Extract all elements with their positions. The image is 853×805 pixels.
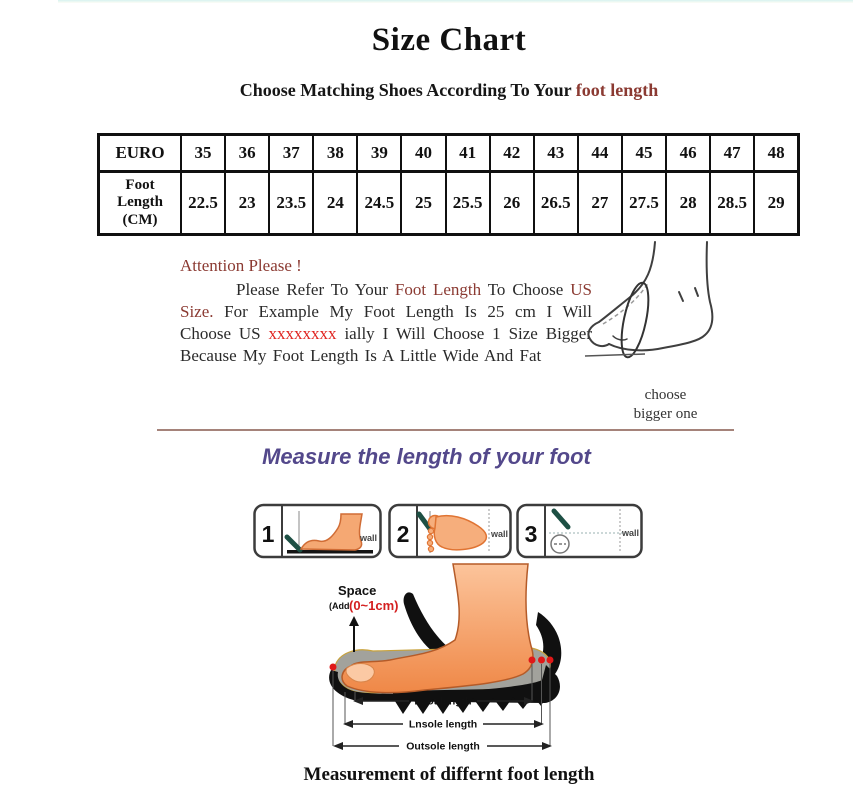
foot-length-cell: 26 — [490, 172, 534, 235]
space-prefix: (Add — [329, 601, 350, 611]
space-arrow — [349, 616, 359, 652]
euro-size-cell: 48 — [754, 135, 798, 172]
measuring-steps-diagram — [253, 503, 643, 561]
euro-row — [99, 135, 799, 172]
size-table-wrapper — [97, 133, 800, 236]
attention-part: Please Refer To Your — [236, 280, 395, 299]
space-range: (0~1cm) — [349, 598, 399, 613]
choose-bigger-note — [598, 386, 733, 424]
page-title: Size Chart — [371, 22, 527, 58]
euro-size-cell: 40 — [401, 135, 445, 172]
wall-label: wall — [621, 528, 639, 538]
step-number: 1 — [261, 521, 275, 547]
euro-size-cell: 43 — [534, 135, 578, 172]
ankle-marks — [679, 288, 698, 301]
diagram-caption: Measurement of differnt foot length — [303, 764, 595, 785]
wall-label: wall — [359, 533, 377, 543]
space-label: Space — [338, 583, 377, 598]
outsole-length-label: Outsole length — [406, 740, 480, 753]
foot-sketch-illustration — [583, 240, 755, 376]
step-number: 2 — [396, 521, 410, 547]
foot-length-cell: 25.5 — [446, 172, 490, 235]
attention-part-accent: Foot Length — [394, 280, 482, 299]
foot-length-cell: 28 — [666, 172, 710, 235]
euro-size-cell: 42 — [490, 135, 534, 172]
attention-part: To Choose — [481, 280, 571, 299]
foot-length-cell: 27 — [578, 172, 622, 235]
attention-part-censored: xxxxxxxx — [268, 324, 337, 343]
foot-length-cell: 25 — [401, 172, 445, 235]
step-panel-3 — [518, 505, 642, 557]
foot-length-row-header: Foot Length (CM) — [99, 172, 182, 235]
euro-size-cell: 37 — [269, 135, 313, 172]
attention-part: For Example My Foot Length Is 25 cm I Will Choose US — [180, 302, 592, 343]
euro-size-cell: 47 — [710, 135, 754, 172]
foot-length-cell: 29 — [754, 172, 798, 235]
foot-length-cell: 24 — [313, 172, 357, 235]
page-subtitle — [44, 80, 853, 101]
pointer-line — [585, 354, 645, 356]
wall-label: wall — [490, 529, 508, 539]
subtitle-accent: foot length — [575, 80, 659, 100]
foot-length-label: Foot length — [414, 695, 472, 708]
step-number: 3 — [524, 521, 538, 547]
choose-note-line2: bigger one — [633, 406, 698, 422]
measure-section-heading: Measure the length of your foot — [262, 444, 591, 469]
foot-length-cell: 24.5 — [357, 172, 401, 235]
euro-size-cell: 46 — [666, 135, 710, 172]
instep-dashed-line — [603, 282, 649, 324]
attention-part-accent: US Size. — [180, 280, 592, 321]
foot-length-cell: 23.5 — [269, 172, 313, 235]
euro-size-cell: 38 — [313, 135, 357, 172]
foot-length-diagram — [295, 562, 595, 762]
insole-length-label: Lnsole length — [408, 718, 478, 731]
subtitle-text: Choose Matching Shoes According To Your — [239, 80, 576, 100]
size-table — [97, 133, 800, 236]
attention-paragraph — [180, 279, 592, 367]
euro-size-cell: 41 — [446, 135, 490, 172]
euro-size-cell: 36 — [225, 135, 269, 172]
foot-length-row — [99, 172, 799, 235]
foot-length-cell: 23 — [225, 172, 269, 235]
attention-heading: Attention Please ! — [180, 256, 302, 275]
foot-length-cell: 22.5 — [181, 172, 225, 235]
foot-outline — [588, 242, 712, 350]
step-panel-2 — [390, 505, 511, 557]
top-border-strip — [58, 0, 853, 3]
foot-length-cell: 26.5 — [534, 172, 578, 235]
euro-size-cell: 45 — [622, 135, 666, 172]
section-divider-line — [157, 429, 734, 431]
euro-size-cell: 44 — [578, 135, 622, 172]
euro-size-cell: 35 — [181, 135, 225, 172]
step-panel-1 — [255, 505, 381, 557]
euro-row-header: EURO — [99, 135, 182, 172]
euro-size-cell: 39 — [357, 135, 401, 172]
foot-length-cell: 28.5 — [710, 172, 754, 235]
choose-note-line1: choose — [644, 387, 687, 403]
foot-length-cell: 27.5 — [622, 172, 666, 235]
attention-part: ially I Will Choose 1 Size Bigger Because My Foot Length Is A Little Wide And Fat — [180, 324, 593, 365]
